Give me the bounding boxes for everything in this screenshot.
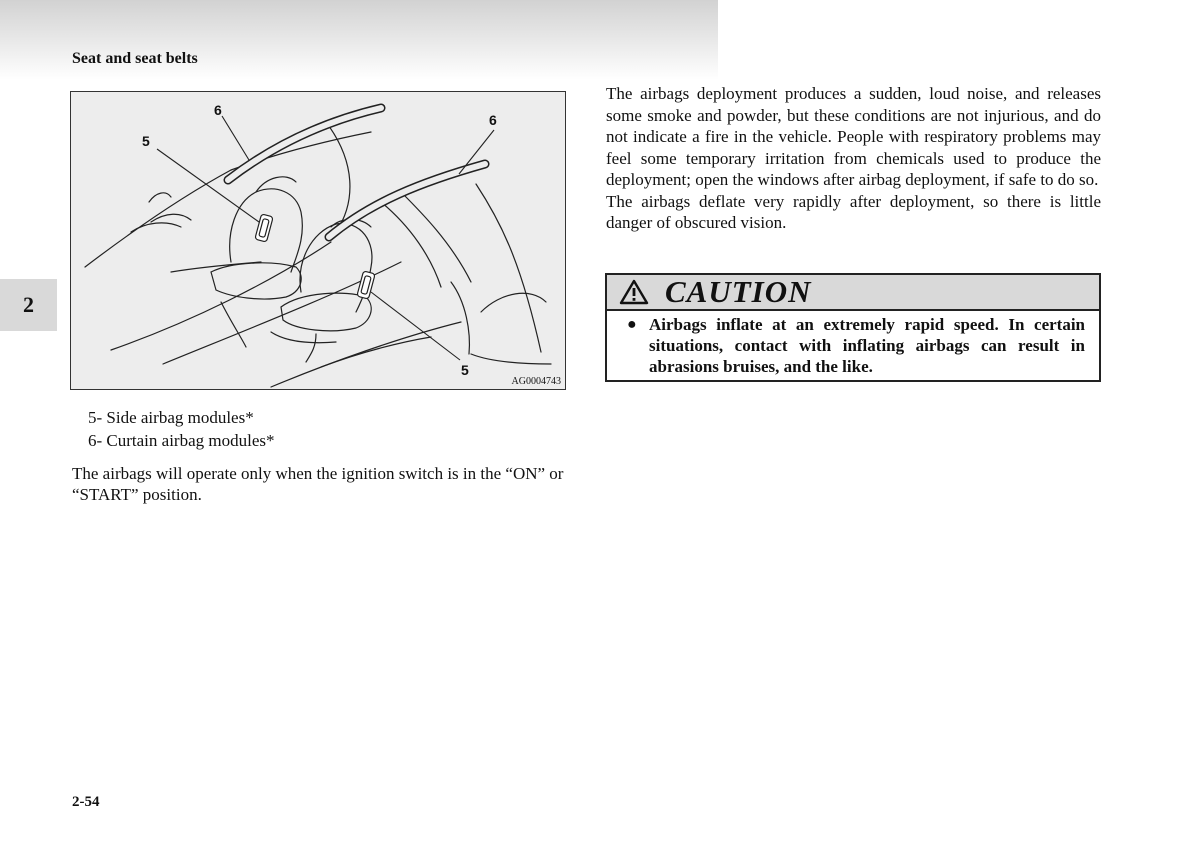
callout-6-front: 6 bbox=[214, 102, 222, 118]
legend-item: 6- Curtain airbag modules* bbox=[88, 431, 275, 450]
airbag-illustration bbox=[70, 91, 566, 390]
legend-item: 5- Side airbag modules* bbox=[88, 408, 254, 427]
side-airbag-module-front bbox=[255, 214, 273, 242]
callout-5-rear: 5 bbox=[461, 362, 469, 378]
header-band bbox=[0, 0, 718, 80]
caution-header bbox=[607, 275, 1099, 311]
caution-text: Airbags inflate at an extremely rapid speed. In certain situations, contact with inflating airbags can result in abrasions bruises, and the like. bbox=[649, 315, 1085, 376]
chapter-tab bbox=[0, 279, 57, 331]
deployment-paragraph: The airbags deployment produces a sudden, loud noise, and releases some smoke and powder, but these conditions are not injurious, and do not indicate a fire in the vehicle. People with respiratory problems may feel some temporary irritation from chemicals used to produce the deployment; open the windows after airbag deployment, if safe to do so. bbox=[606, 84, 1101, 189]
chapter-number: 2 bbox=[23, 292, 34, 317]
rear-seat-cushion bbox=[281, 293, 371, 331]
caution-title: CAUTION bbox=[665, 274, 812, 309]
deployment-text bbox=[606, 83, 1101, 234]
curtain-airbag-rear bbox=[329, 164, 485, 237]
side-airbag-module-rear bbox=[357, 271, 375, 299]
caution-item bbox=[607, 311, 1099, 377]
warning-triangle-icon bbox=[619, 279, 649, 305]
leader-line-6-front bbox=[222, 116, 249, 160]
callout-6-rear: 6 bbox=[489, 112, 497, 128]
figure-code: AG0004743 bbox=[511, 376, 561, 387]
caution-box bbox=[605, 273, 1101, 382]
figure-legend bbox=[88, 406, 275, 452]
deflation-paragraph: The airbags deflate very rapidly after deployment, so there is little danger of obscured vision. bbox=[606, 191, 1101, 232]
section-title: Seat and seat belts bbox=[72, 50, 198, 67]
bullet-icon: ● bbox=[627, 316, 637, 333]
callout-5-front: 5 bbox=[142, 133, 150, 149]
page-number: 2-54 bbox=[72, 794, 100, 810]
leader-line-5-front bbox=[157, 149, 259, 222]
curtain-airbag-front bbox=[228, 108, 381, 180]
ignition-note: The airbags will operate only when the ignition switch is in the “ON” or “START” position. bbox=[72, 464, 564, 504]
